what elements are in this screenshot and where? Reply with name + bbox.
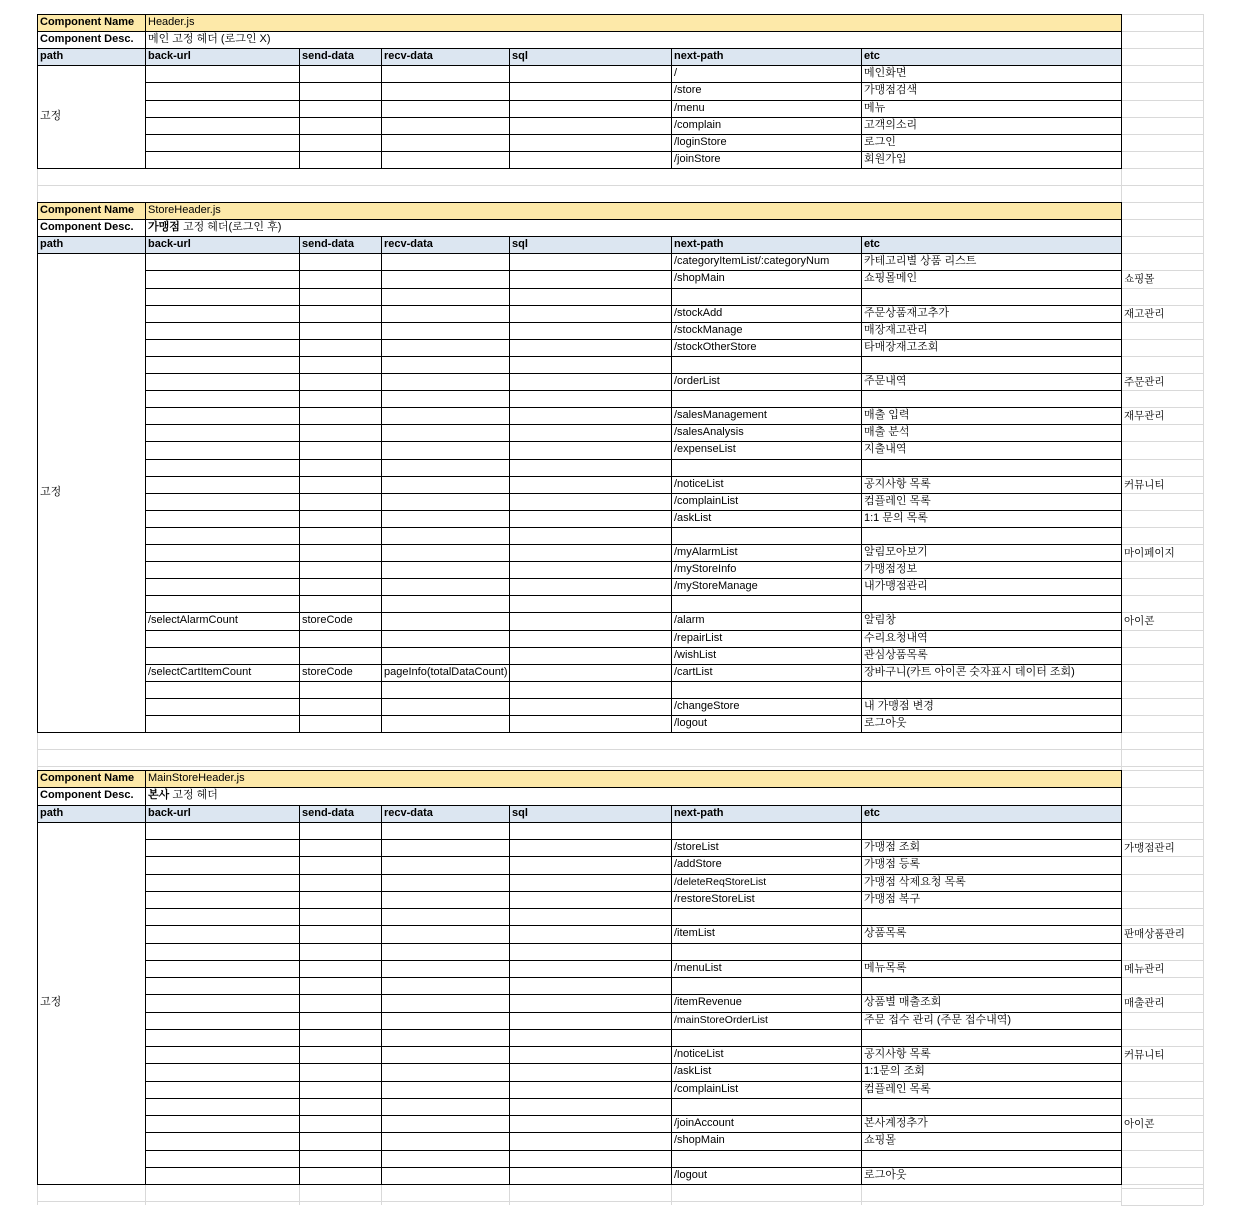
column-header-etc: etc	[864, 238, 880, 250]
grid-line	[1121, 664, 1203, 665]
next-path-cell: /storeList	[674, 841, 719, 853]
etc-cell: 관심상품목록	[864, 649, 928, 661]
etc-cell: 매출 입력	[864, 409, 910, 421]
grid-line	[1121, 630, 1203, 631]
etc-cell: 쇼핑몰	[864, 1134, 896, 1146]
side-note: 가맹점관리	[1124, 842, 1175, 854]
etc-cell: 컴플레인 목록	[864, 1083, 931, 1095]
grid-line	[671, 1184, 672, 1205]
column-border	[299, 805, 300, 1185]
side-note: 주문관리	[1124, 376, 1165, 388]
column-border	[381, 48, 382, 169]
column-header-back-url: back-url	[148, 807, 191, 819]
grid-line	[1121, 236, 1203, 237]
grid-line	[1121, 1167, 1203, 1168]
side-note: 커뮤니티	[1124, 479, 1165, 491]
column-header-recv-data: recv-data	[384, 807, 433, 819]
side-note: 마이페이지	[1124, 547, 1175, 559]
back-cell: /selectCartItemCount	[148, 666, 252, 678]
column-border	[299, 236, 300, 733]
next-path-cell: /complainList	[674, 1083, 739, 1095]
column-header-sql: sql	[512, 807, 528, 819]
grid-line	[37, 185, 1121, 186]
etc-cell: 회원가입	[864, 153, 907, 165]
grid-line	[1121, 1081, 1203, 1082]
next-path-cell: /logout	[674, 717, 708, 729]
grid-line	[1121, 1098, 1203, 1099]
grid-line	[1121, 459, 1203, 460]
path-label: 고정	[40, 996, 62, 1008]
etc-cell: 알림모아보기	[864, 546, 928, 558]
column-border	[381, 236, 382, 733]
row-border	[145, 595, 1122, 596]
grid-line	[1121, 185, 1203, 186]
etc-cell: 카테고리별 상품 리스트	[864, 255, 977, 267]
next-path-cell: /myStoreManage	[674, 580, 758, 592]
etc-cell: 장바구니(카트 아이콘 숫자표시 데이터 조회)	[864, 666, 1075, 678]
next-path-cell: /myAlarmList	[674, 546, 738, 558]
next-path-cell: /stockAdd	[674, 307, 723, 319]
column-header-send-data: send-data	[302, 238, 354, 250]
etc-cell: 1:1문의 조회	[864, 1065, 925, 1077]
side-note: 판매상품관리	[1124, 928, 1185, 940]
side-note: 커뮤니티	[1124, 1049, 1165, 1061]
etc-cell: 로그아웃	[864, 717, 907, 729]
next-path-cell: /restoreStoreList	[674, 893, 755, 905]
next-path-cell: /cartList	[674, 666, 713, 678]
side-note: 쇼핑몰	[1124, 273, 1155, 285]
column-border	[145, 770, 146, 1185]
grid-line	[1121, 441, 1203, 442]
etc-cell: 로그아웃	[864, 1169, 907, 1181]
component-name-value: StoreHeader.js	[148, 204, 221, 216]
component-desc-value	[145, 31, 745, 48]
column-header-send-data: send-data	[302, 807, 354, 819]
component-name-value: Header.js	[148, 16, 195, 28]
column-border	[509, 236, 510, 733]
side-note: 재고관리	[1124, 308, 1165, 320]
column-header-etc: etc	[864, 807, 880, 819]
grid-line	[1121, 168, 1203, 169]
column-header-send-data: send-data	[302, 50, 354, 62]
etc-cell: 내가맹점관리	[864, 580, 928, 592]
next-path-cell: /wishList	[674, 649, 717, 661]
next-path-cell: /noticeList	[674, 1048, 724, 1060]
column-header-recv-data: recv-data	[384, 238, 433, 250]
next-path-cell: /alarm	[674, 614, 705, 626]
column-header-next-path: next-path	[674, 50, 724, 62]
path-label: 고정	[40, 486, 62, 498]
recv-cell: pageInfo(totalDataCount)	[384, 666, 508, 678]
etc-cell: 매출 분석	[864, 426, 910, 438]
etc-cell: 매장재고관리	[864, 324, 928, 336]
grid-line	[1121, 134, 1203, 135]
etc-cell: 가맹점 조회	[864, 841, 921, 853]
grid-line	[509, 1184, 510, 1205]
row-border	[145, 459, 1122, 460]
etc-cell: 메인화면	[864, 67, 907, 79]
column-border	[37, 770, 38, 1185]
column-header-next-path: next-path	[674, 807, 724, 819]
column-header-path: path	[40, 50, 64, 62]
column-header-sql: sql	[512, 50, 528, 62]
component-name-label: Component Name	[40, 772, 135, 784]
grid-line	[37, 732, 38, 770]
column-header-path: path	[40, 807, 64, 819]
row-border	[145, 681, 1122, 682]
etc-cell: 가맹점 등록	[864, 858, 921, 870]
row-border	[145, 527, 1122, 528]
next-path-cell: /menu	[674, 102, 705, 114]
column-border	[1121, 14, 1122, 169]
grid-line	[1121, 339, 1203, 340]
etc-cell: 가맹점정보	[864, 563, 918, 575]
component-name-value: MainStoreHeader.js	[148, 772, 245, 784]
grid-line	[1121, 14, 1203, 15]
back-cell: /selectAlarmCount	[148, 614, 238, 626]
component-desc-text: 메인 고정 헤더 (로그인 X)	[148, 33, 271, 45]
next-path-cell: /stockManage	[674, 324, 743, 336]
path-label: 고정	[40, 110, 62, 122]
etc-cell: 주문 접수 관리 (주문 접수내역)	[864, 1014, 1012, 1026]
next-path-cell: /shopMain	[674, 1134, 725, 1146]
etc-cell: 주문내역	[864, 375, 907, 387]
row-border	[145, 943, 1122, 944]
next-path-cell: /itemList	[674, 927, 715, 939]
side-note: 재무관리	[1124, 410, 1165, 422]
grid-line	[381, 1184, 382, 1205]
etc-cell: 상품별 매출조회	[864, 996, 942, 1008]
grid-line	[1121, 253, 1203, 254]
next-path-cell: /shopMain	[674, 272, 725, 284]
grid-line	[1121, 65, 1203, 66]
etc-cell: 로그인	[864, 136, 896, 148]
grid-line	[1121, 288, 1203, 289]
grid-line	[1121, 31, 1203, 32]
next-path-cell: /deleteReqStoreList	[674, 876, 767, 888]
component-desc-text: 고정 헤더(로그인 후)	[179, 221, 282, 233]
component-desc-label: Component Desc.	[40, 33, 134, 45]
etc-cell: 공지사항 목록	[864, 478, 931, 490]
grid-line	[1121, 1184, 1203, 1185]
etc-cell: 메뉴목록	[864, 962, 907, 974]
next-path-cell: /addStore	[674, 858, 722, 870]
grid-line	[1121, 908, 1203, 909]
next-path-cell: /askList	[674, 512, 712, 524]
grid-line	[1121, 805, 1203, 806]
grid-line	[299, 1184, 300, 1205]
grid-line	[1121, 766, 1203, 767]
side-note: 메뉴관리	[1124, 963, 1165, 975]
grid-line	[1121, 578, 1203, 579]
grid-line	[1121, 48, 1203, 49]
etc-cell: 본사계정추가	[864, 1117, 928, 1129]
etc-cell: 공지사항 목록	[864, 1048, 931, 1060]
next-path-cell: /logout	[674, 1169, 708, 1181]
column-header-etc: etc	[864, 50, 880, 62]
column-border	[509, 48, 510, 169]
component-desc-value	[145, 787, 745, 804]
next-path-cell: /repairList	[674, 632, 723, 644]
grid-line	[1121, 874, 1203, 875]
column-border	[381, 805, 382, 1185]
etc-cell: 수리요청내역	[864, 632, 928, 644]
grid-line	[37, 1201, 1121, 1202]
grid-line	[1121, 527, 1203, 528]
etc-cell: 컴플레인 목록	[864, 495, 931, 507]
grid-line	[1121, 732, 1203, 733]
column-border	[145, 202, 146, 733]
grid-line	[145, 1184, 146, 1205]
grid-line	[1121, 1150, 1203, 1151]
column-header-path: path	[40, 238, 64, 250]
next-path-cell: /loginStore	[674, 136, 727, 148]
grid-line	[37, 766, 1121, 767]
next-path-cell: /changeStore	[674, 700, 740, 712]
next-path-cell: /myStoreInfo	[674, 563, 737, 575]
next-path-cell: /salesAnalysis	[674, 426, 744, 438]
column-header-sql: sql	[512, 238, 528, 250]
row-border	[145, 1150, 1122, 1151]
grid-line	[1121, 1188, 1203, 1189]
grid-line	[1121, 117, 1203, 118]
grid-line	[1121, 770, 1203, 771]
grid-line	[1121, 891, 1203, 892]
next-path-cell: /	[674, 67, 678, 79]
etc-cell: 메뉴	[864, 102, 886, 114]
etc-cell: 알림창	[864, 614, 896, 626]
etc-cell: 내 가맹점 변경	[864, 700, 934, 712]
column-border	[509, 805, 510, 1185]
component-desc-emphasis: 가맹점	[148, 221, 180, 233]
next-path-cell: /complain	[674, 119, 722, 131]
row-border	[37, 168, 1122, 169]
grid-line	[1121, 595, 1203, 596]
grid-line	[1121, 698, 1203, 699]
etc-cell: 고객의소리	[864, 119, 918, 131]
component-desc-label: Component Desc.	[40, 789, 134, 801]
next-path-cell: /categoryItemList/:categoryNum	[674, 255, 830, 267]
grid-line	[1203, 14, 1204, 1205]
column-border	[37, 202, 38, 733]
next-path-cell: /expenseList	[674, 443, 736, 455]
etc-cell: 주문상품재고추가	[864, 307, 950, 319]
send-cell: storeCode	[302, 666, 353, 678]
next-path-cell: /noticeList	[674, 478, 724, 490]
etc-cell: 가맹점 삭제요청 목록	[864, 876, 966, 888]
component-desc-emphasis: 본사	[148, 789, 170, 801]
next-path-cell: /askList	[674, 1065, 712, 1077]
etc-cell: 지출내역	[864, 443, 907, 455]
column-header-recv-data: recv-data	[384, 50, 433, 62]
next-path-cell: /stockOtherStore	[674, 341, 757, 353]
row-border	[145, 390, 1122, 391]
next-path-cell: /menuList	[674, 962, 722, 974]
column-border	[299, 48, 300, 169]
component-desc-value	[145, 219, 745, 236]
grid-line	[1121, 681, 1203, 682]
grid-line	[1121, 510, 1203, 511]
component-name-label: Component Name	[40, 204, 135, 216]
grid-line	[1121, 1205, 1203, 1206]
next-path-cell: /itemRevenue	[674, 996, 742, 1008]
grid-line	[1121, 647, 1203, 648]
grid-line	[1121, 100, 1203, 101]
grid-line	[1121, 202, 1203, 203]
side-note: 매출관리	[1124, 997, 1165, 1009]
grid-line	[1121, 787, 1203, 788]
column-header-back-url: back-url	[148, 238, 191, 250]
grid-line	[1121, 749, 1203, 750]
side-note: 아이콘	[1124, 1118, 1155, 1130]
column-header-next-path: next-path	[674, 238, 724, 250]
grid-line	[1121, 82, 1203, 83]
etc-cell: 상품목록	[864, 927, 907, 939]
grid-line	[1121, 151, 1203, 152]
next-path-cell: /salesManagement	[674, 409, 767, 421]
etc-cell: 쇼핑몰메인	[864, 272, 918, 284]
next-path-cell: /complainList	[674, 495, 739, 507]
column-header-back-url: back-url	[148, 50, 191, 62]
send-cell: storeCode	[302, 614, 353, 626]
next-path-cell: /mainStoreOrderList	[674, 1014, 768, 1026]
etc-cell: 가맹점검색	[864, 84, 918, 96]
side-note: 아이콘	[1124, 615, 1155, 627]
component-desc-label: Component Desc.	[40, 221, 134, 233]
grid-line	[1121, 219, 1203, 220]
next-path-cell: /joinStore	[674, 153, 721, 165]
etc-cell: 1:1 문의 목록	[864, 512, 928, 524]
grid-line	[1121, 822, 1203, 823]
row-border	[37, 732, 1122, 733]
grid-line	[861, 1184, 862, 1205]
component-desc-text: 고정 헤더	[169, 789, 218, 801]
etc-cell: 가맹점 복구	[864, 893, 921, 905]
grid-line	[37, 749, 1121, 750]
next-path-cell: /store	[674, 84, 702, 96]
next-path-cell: /joinAccount	[674, 1117, 734, 1129]
next-path-cell: /orderList	[674, 375, 720, 387]
grid-line	[1121, 356, 1203, 357]
grid-line	[1121, 1029, 1203, 1030]
row-border	[145, 356, 1122, 357]
component-name-label: Component Name	[40, 16, 135, 28]
grid-line	[1121, 715, 1203, 716]
etc-cell: 타매장재고조회	[864, 341, 939, 353]
row-border	[145, 288, 1122, 289]
